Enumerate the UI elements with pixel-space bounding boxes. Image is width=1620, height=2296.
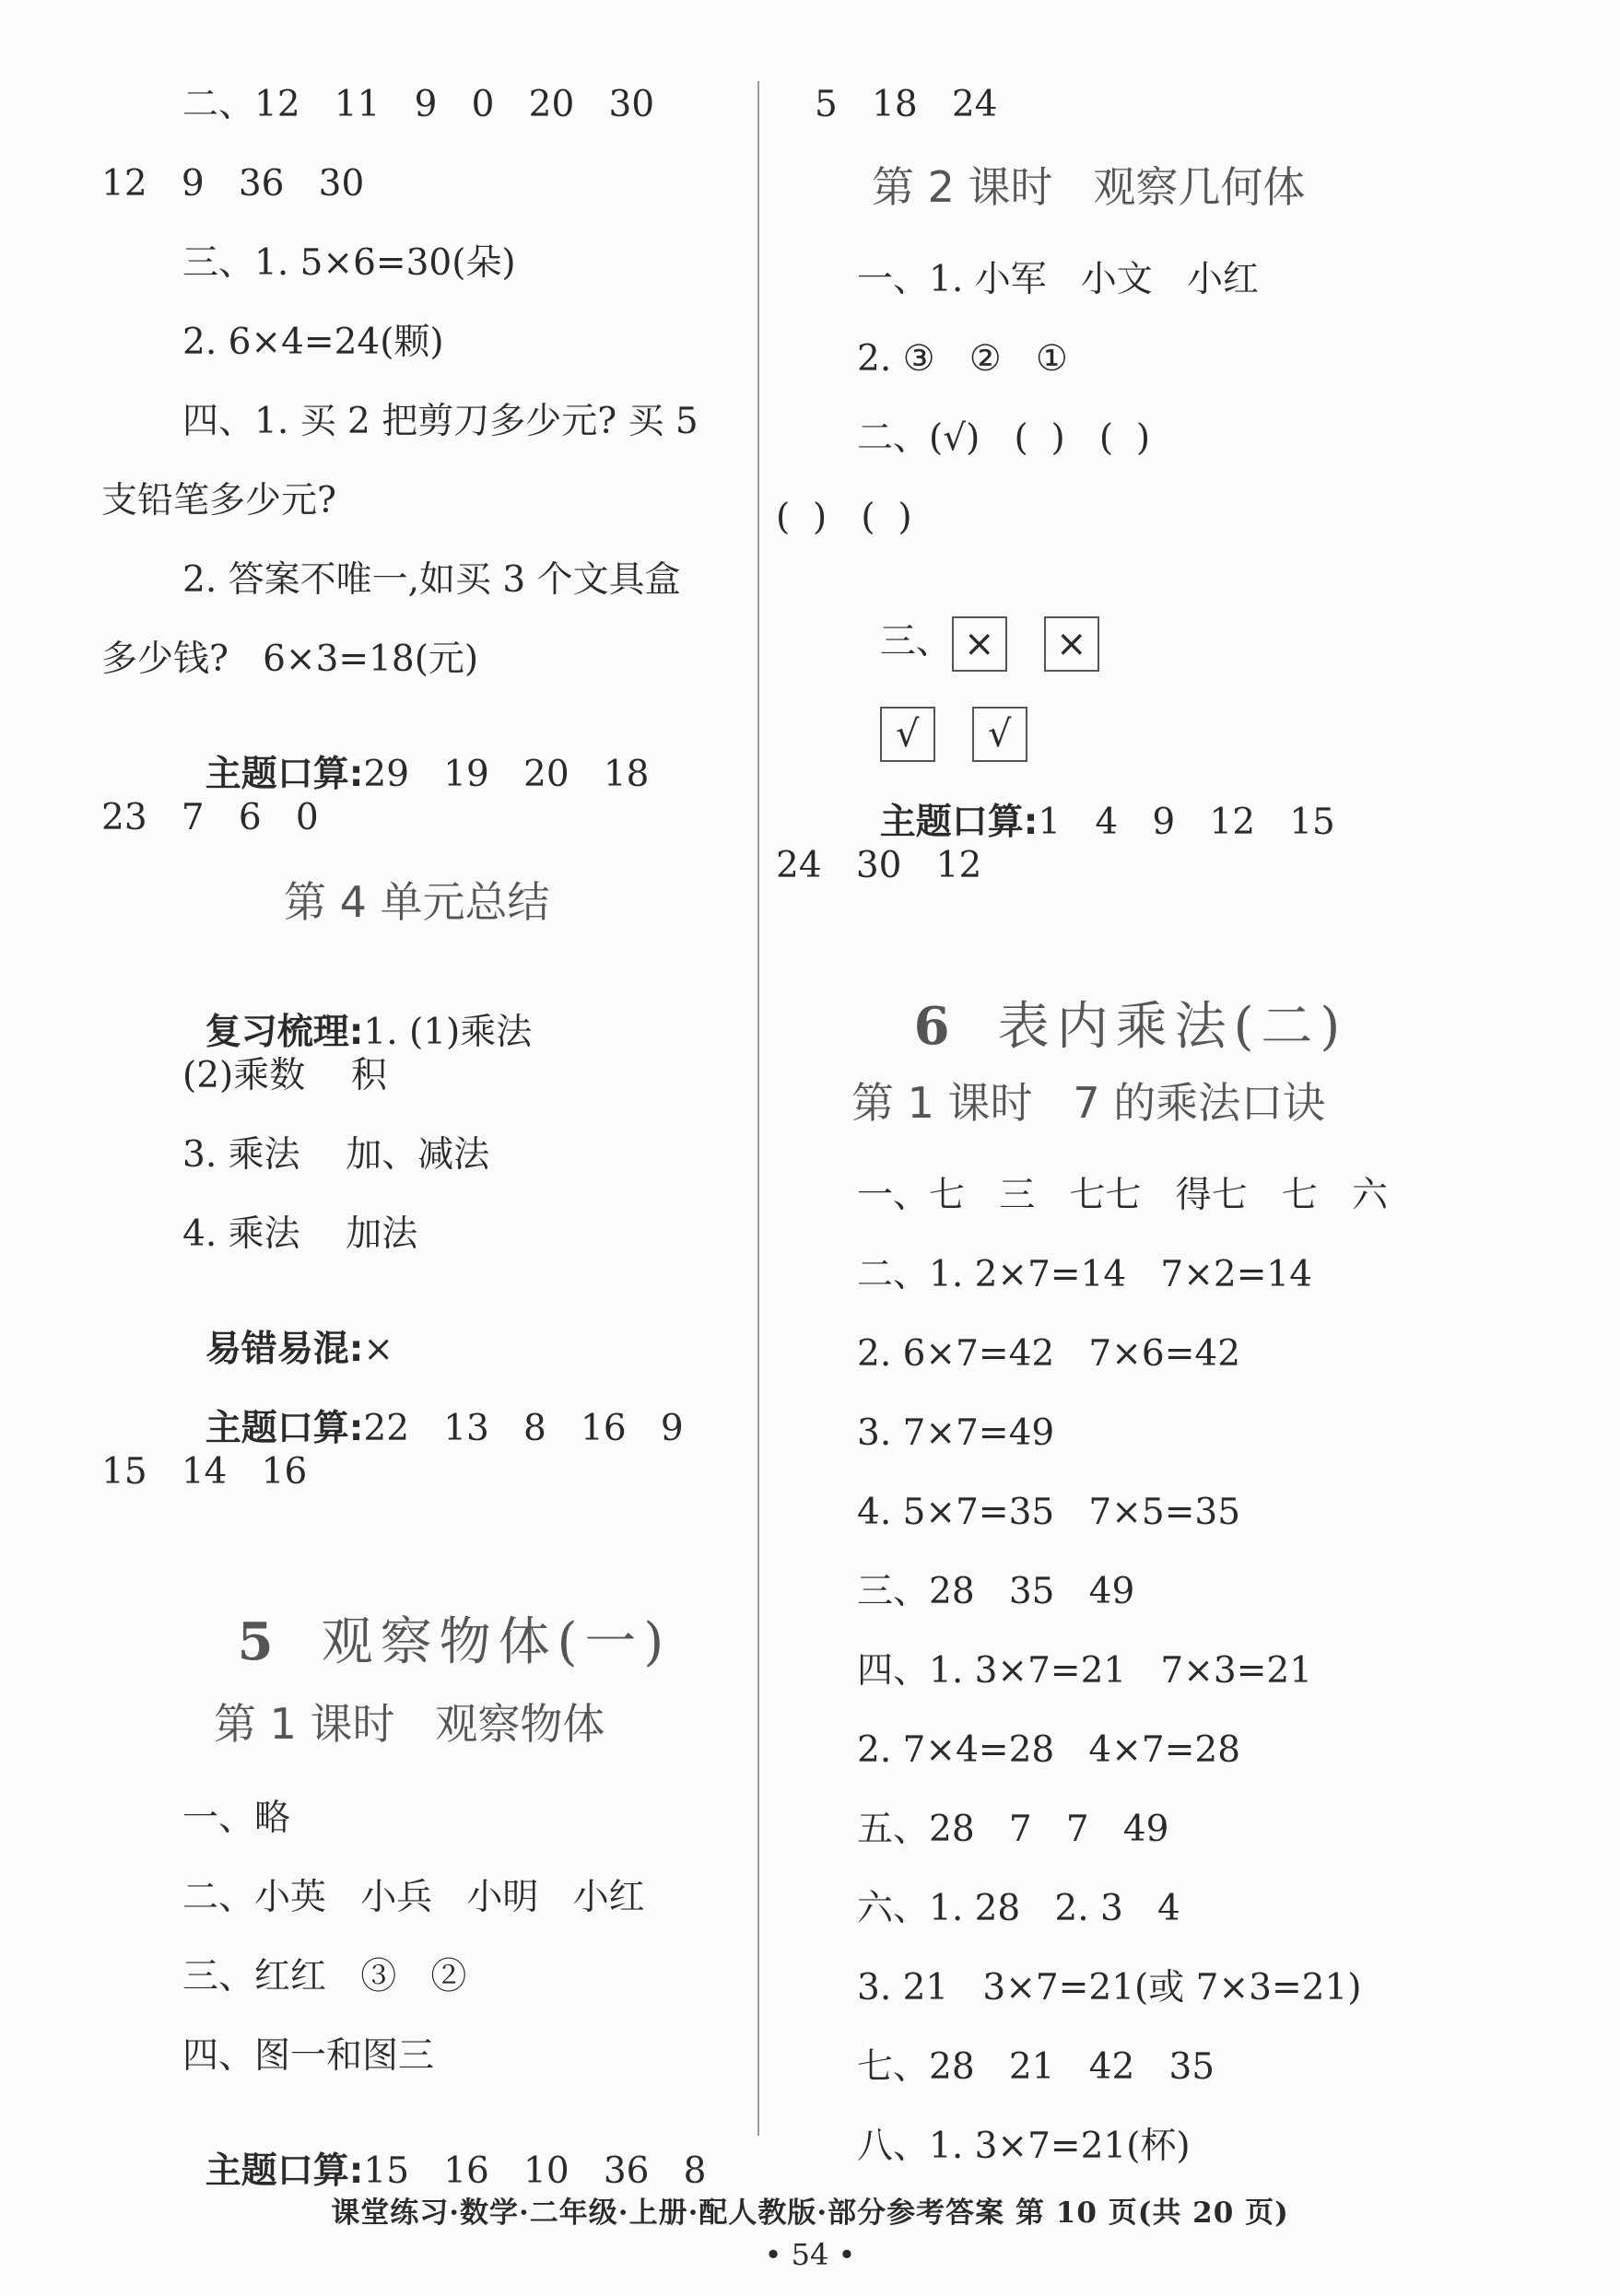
- answer-line: 七、28 21 42 35: [857, 2046, 1215, 2088]
- answer-values: 22 13 8 16 9: [363, 1408, 684, 1449]
- answer-line: 2. ③ ② ①: [857, 338, 1068, 380]
- answer-line: 2. 答案不唯一,如买 3 个文具盒: [182, 559, 681, 601]
- page-number: • 54 •: [764, 2237, 856, 2272]
- answer-line: 四、1. 买 2 把剪刀多少元? 买 5: [182, 401, 698, 442]
- answer-line: [857, 768, 1335, 843]
- answer-line: 15 14 16: [101, 1451, 308, 1493]
- answer-line: ( ) ( ): [776, 497, 912, 538]
- chapter-title: 表内乘法(二): [997, 997, 1348, 1057]
- answer-line: 一、七 三 七七 得七 七 六: [857, 1175, 1388, 1216]
- section-label: 主题口算:: [205, 754, 364, 795]
- answer-values: ×: [363, 1329, 394, 1370]
- page-footer: 课堂练习·数学·二年级·上册·配人教版·部分参考答案 第 10 页(共 20 页): [331, 2196, 1289, 2230]
- cross-box-icon: ×: [952, 616, 1007, 672]
- answer-line: 三、1. 5×6=30(朵): [182, 242, 516, 284]
- answer-line: [857, 671, 1064, 762]
- answer-line: 三、28 35 49: [857, 1571, 1135, 1612]
- answer-line: [182, 2117, 707, 2192]
- answer-line: 4. 5×7=35 7×5=35: [857, 1492, 1241, 1533]
- answer-line: 3. 7×7=49: [857, 1412, 1055, 1454]
- answer-line: 2. 7×4=28 4×7=28: [857, 1729, 1241, 1771]
- lesson-title: 第 1 课时 观察物体: [214, 1699, 605, 1749]
- answer-line: 二、12 11 9 0 20 30: [182, 84, 655, 125]
- answer-line: [182, 978, 533, 1053]
- check-box-icon: √: [972, 707, 1027, 762]
- answer-prefix: 三、: [879, 621, 952, 662]
- lesson-title: 第 1 课时 7 的乘法口诀: [851, 1078, 1326, 1128]
- answer-line: 一、略: [182, 1798, 291, 1839]
- answer-line: 一、1. 小军 小文 小红: [857, 259, 1259, 300]
- answer-line: 2. 6×7=42 7×6=42: [857, 1333, 1241, 1375]
- chapter-heading: [866, 949, 1348, 1057]
- answer-line: [182, 720, 650, 795]
- answer-line: [182, 1295, 394, 1370]
- answer-values: 15 16 10 36 8: [363, 2150, 707, 2192]
- section-label: 复习梳理:: [205, 1012, 364, 1053]
- answer-line: 四、1. 3×7=21 7×3=21: [857, 1650, 1313, 1692]
- answer-line: 二、(√) ( ) ( ): [857, 417, 1151, 459]
- answer-line: 二、小英 小兵 小明 小红: [182, 1877, 645, 1918]
- answer-values: 1. (1)乘法: [363, 1012, 533, 1053]
- section-label: 主题口算:: [205, 2150, 364, 2192]
- chapter-title: 观察物体(一): [321, 1612, 672, 1672]
- answer-line: [857, 580, 1136, 672]
- answer-line: 五、28 7 7 49: [857, 1809, 1169, 1850]
- answer-line: 支铅笔多少元?: [101, 480, 336, 521]
- section-label: 主题口算:: [205, 1408, 364, 1449]
- lesson-title: 第 2 课时 观察几何体: [872, 162, 1306, 212]
- answer-line: 二、1. 2×7=14 7×2=14: [857, 1254, 1313, 1295]
- chapter-number: 6: [913, 996, 957, 1057]
- column-divider: [757, 81, 759, 2136]
- answer-line: 24 30 12: [776, 845, 982, 886]
- answer-line: 23 7 6 0: [101, 797, 319, 838]
- unit-summary-title: 第 4 单元总结: [284, 877, 550, 927]
- answer-line: 八、1. 3×7=21(杯): [857, 2126, 1191, 2167]
- answer-values: 1 4 9 12 15: [1038, 802, 1335, 843]
- answer-values: 29 19 20 18: [363, 754, 650, 795]
- check-box-icon: √: [880, 707, 935, 762]
- answer-line: (2)乘数 积: [182, 1055, 387, 1096]
- section-label: 主题口算:: [879, 802, 1039, 843]
- answer-line: 三、红红 ③ ②: [182, 1956, 467, 1997]
- answer-line: 3. 21 3×7=21(或 7×3=21): [857, 1967, 1362, 2009]
- answer-line: 5 18 24: [815, 84, 998, 125]
- section-label: 易错易混:: [205, 1329, 364, 1370]
- chapter-number: 5: [237, 1611, 281, 1672]
- cross-box-icon: ×: [1044, 616, 1099, 672]
- answer-line: 六、1. 28 2. 3 4: [857, 1888, 1180, 1929]
- answer-line: 多少钱? 6×3=18(元): [101, 638, 479, 680]
- answer-line: [182, 1375, 684, 1447]
- answer-line: 4. 乘法 加法: [182, 1213, 418, 1255]
- chapter-heading: [190, 1564, 672, 1672]
- answer-line: 12 9 36 30: [101, 163, 365, 205]
- answer-line: 四、图一和图三: [182, 2035, 435, 2077]
- answer-line: 2. 6×4=24(颗): [182, 322, 444, 363]
- answer-line: 3. 乘法 加、减法: [182, 1134, 490, 1176]
